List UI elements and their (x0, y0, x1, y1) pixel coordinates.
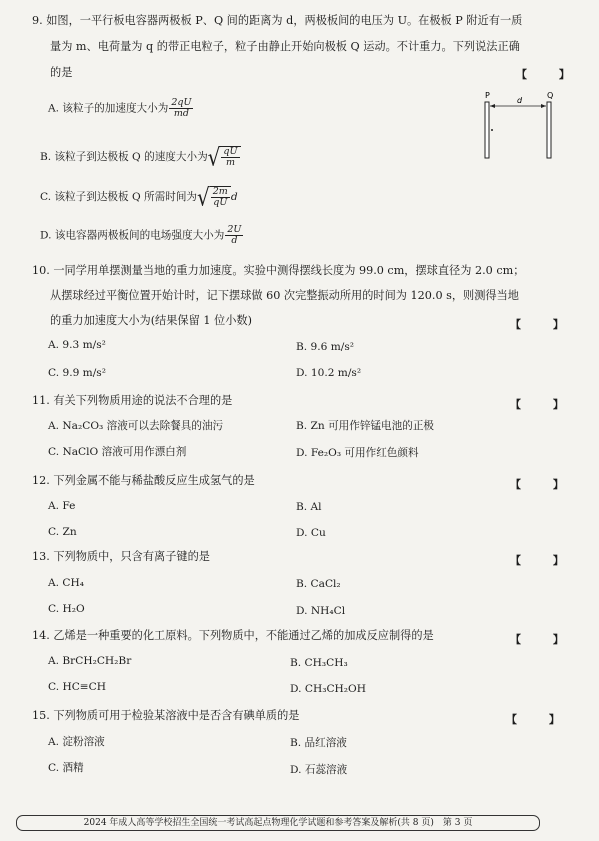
q11-stem: 11. 有关下列物质用途的说法不合理的是 (32, 394, 233, 407)
q10-stem-line2: 从摆球经过平衡位置开始计时，记下摆球做 60 次完整振动所用的时间为 120.0 s，则测得当地 (50, 289, 519, 302)
q9-option-d (40, 225, 244, 246)
q12-option-d: D. Cu (296, 527, 326, 539)
q12-option-b: B. Al (296, 501, 322, 513)
q9-option-d-fraction (225, 225, 243, 246)
q15-answer-bracket: 【 】 (506, 713, 574, 726)
q14-stem: 14. 乙烯是一种重要的化工原料。下列物质中，不能通过乙烯的加成反应制得的是 (32, 629, 434, 642)
q11-option-d: D. Fe₂O₃ 可用作红色颜料 (296, 447, 419, 459)
plate-p-label: P (485, 91, 490, 100)
q15-option-a: A. 淀粉溶液 (48, 736, 105, 748)
q9-option-a-text: A. 该粒子的加速度大小为 (48, 102, 169, 115)
q9-option-b-sqrt: √ $\frac{qU}{m}$ (208, 146, 241, 168)
q9-option-d-den: d (231, 235, 238, 246)
q12-stem: 12. 下列金属不能与稀盐酸反应生成氢气的是 (32, 474, 255, 487)
q9-option-c-den: qU (213, 197, 228, 208)
q13-stem: 13. 下列物质中，只含有离子键的是 (32, 550, 210, 563)
q12-option-c: C. Zn (48, 526, 77, 538)
q15-option-d: D. 石蕊溶液 (290, 764, 348, 776)
q9-option-c (40, 182, 238, 212)
q9-stem-line3: 的是 (50, 66, 73, 79)
q10-option-a: A. 9.3 m/s² (48, 339, 106, 351)
arrow-head-right (541, 104, 546, 108)
page-footer: 2024 年成人高等学校招生全国统一考试高起点物理化学试题和参考答案及解析(共 8 页) 第 3 页 (16, 815, 540, 831)
q11-option-a: A. Na₂CO₃ 溶液可以去除餐具的油污 (48, 420, 224, 432)
q9-option-b-den: m (225, 157, 235, 168)
q11-option-b: B. Zn 可用作锌锰电池的正极 (296, 420, 435, 432)
q11-option-c: C. NaClO 溶液可用作漂白剂 (48, 446, 187, 458)
q13-option-b: B. CaCl₂ (296, 578, 341, 590)
q9-option-b (40, 142, 241, 172)
capacitor-diagram (476, 88, 566, 160)
q9-option-a-fraction (169, 98, 193, 119)
q11-answer-bracket: 【 】 (510, 398, 578, 411)
q12-answer-bracket: 【 】 (510, 478, 578, 491)
q9-option-c-sqrt: √ $\frac{2m}{qU}$ (197, 186, 231, 208)
q10-answer-bracket: 【 】 (510, 318, 578, 331)
q12-option-a: A. Fe (48, 500, 76, 512)
q9-option-b-text: B. 该粒子到达极板 Q 的速度大小为 (40, 151, 208, 163)
q9-option-a (48, 98, 194, 119)
q14-option-a: A. BrCH₂CH₂Br (48, 655, 132, 667)
q10-option-d: D. 10.2 m/s² (296, 367, 362, 379)
arrow-head-left (490, 104, 495, 108)
distance-label: d (517, 96, 523, 105)
q14-option-d: D. CH₃CH₂OH (290, 683, 366, 695)
q10-option-c: C. 9.9 m/s² (48, 367, 106, 379)
plate-q (547, 102, 551, 158)
q10-stem-line3: 的重力加速度大小为(结果保留 1 位小数) (50, 314, 252, 327)
q9-option-c-tail: d (230, 191, 238, 203)
q9-option-a-den: md (173, 108, 189, 119)
q9-option-c-num: 2m (212, 186, 228, 197)
plate-p (485, 102, 489, 158)
q14-answer-bracket: 【 】 (510, 633, 578, 646)
q10-option-b: B. 9.6 m/s² (296, 341, 355, 353)
plate-q-label: Q (547, 91, 554, 100)
q9-option-a-num: 2qU (171, 97, 192, 108)
q13-option-d: D. NH₄Cl (296, 605, 346, 617)
q9-stem-line2: 量为 m、电荷量为 q 的带正电粒子，粒子由静止开始向极板 Q 运动。不计重力。下列说法正确 (50, 40, 520, 53)
q9-stem-line1: 9. 如图，一平行板电容器两极板 P、Q 间的距离为 d，两极板间的电压为 U。在极板 P 附近有一质 (32, 14, 523, 27)
particle (491, 129, 493, 131)
q14-option-c: C. HC≡CH (48, 681, 107, 693)
q15-option-b: B. 品红溶液 (290, 737, 347, 749)
q13-option-a: A. CH₄ (48, 577, 84, 589)
q9-option-d-text: D. 该电容器两极板间的电场强度大小为 (40, 229, 225, 242)
q13-option-c: C. H₂O (48, 603, 85, 615)
q15-option-c: C. 酒精 (48, 762, 84, 774)
q15-stem: 15. 下列物质可用于检验某溶液中是否含有碘单质的是 (32, 709, 300, 722)
q9-option-d-num: 2U (227, 224, 242, 235)
q9-option-b-num: qU (223, 146, 238, 157)
q14-option-b: B. CH₃CH₃ (290, 657, 348, 669)
q10-stem-line1: 10. 一同学用单摆测量当地的重力加速度。实验中测得摆线长度为 99.0 cm，摆球直径为 2.0 cm； (32, 264, 525, 277)
q9-option-c-text: C. 该粒子到达极板 Q 所需时间为 (40, 191, 198, 203)
q9-answer-bracket: 【 】 (516, 68, 584, 81)
q13-answer-bracket: 【 】 (510, 554, 578, 567)
